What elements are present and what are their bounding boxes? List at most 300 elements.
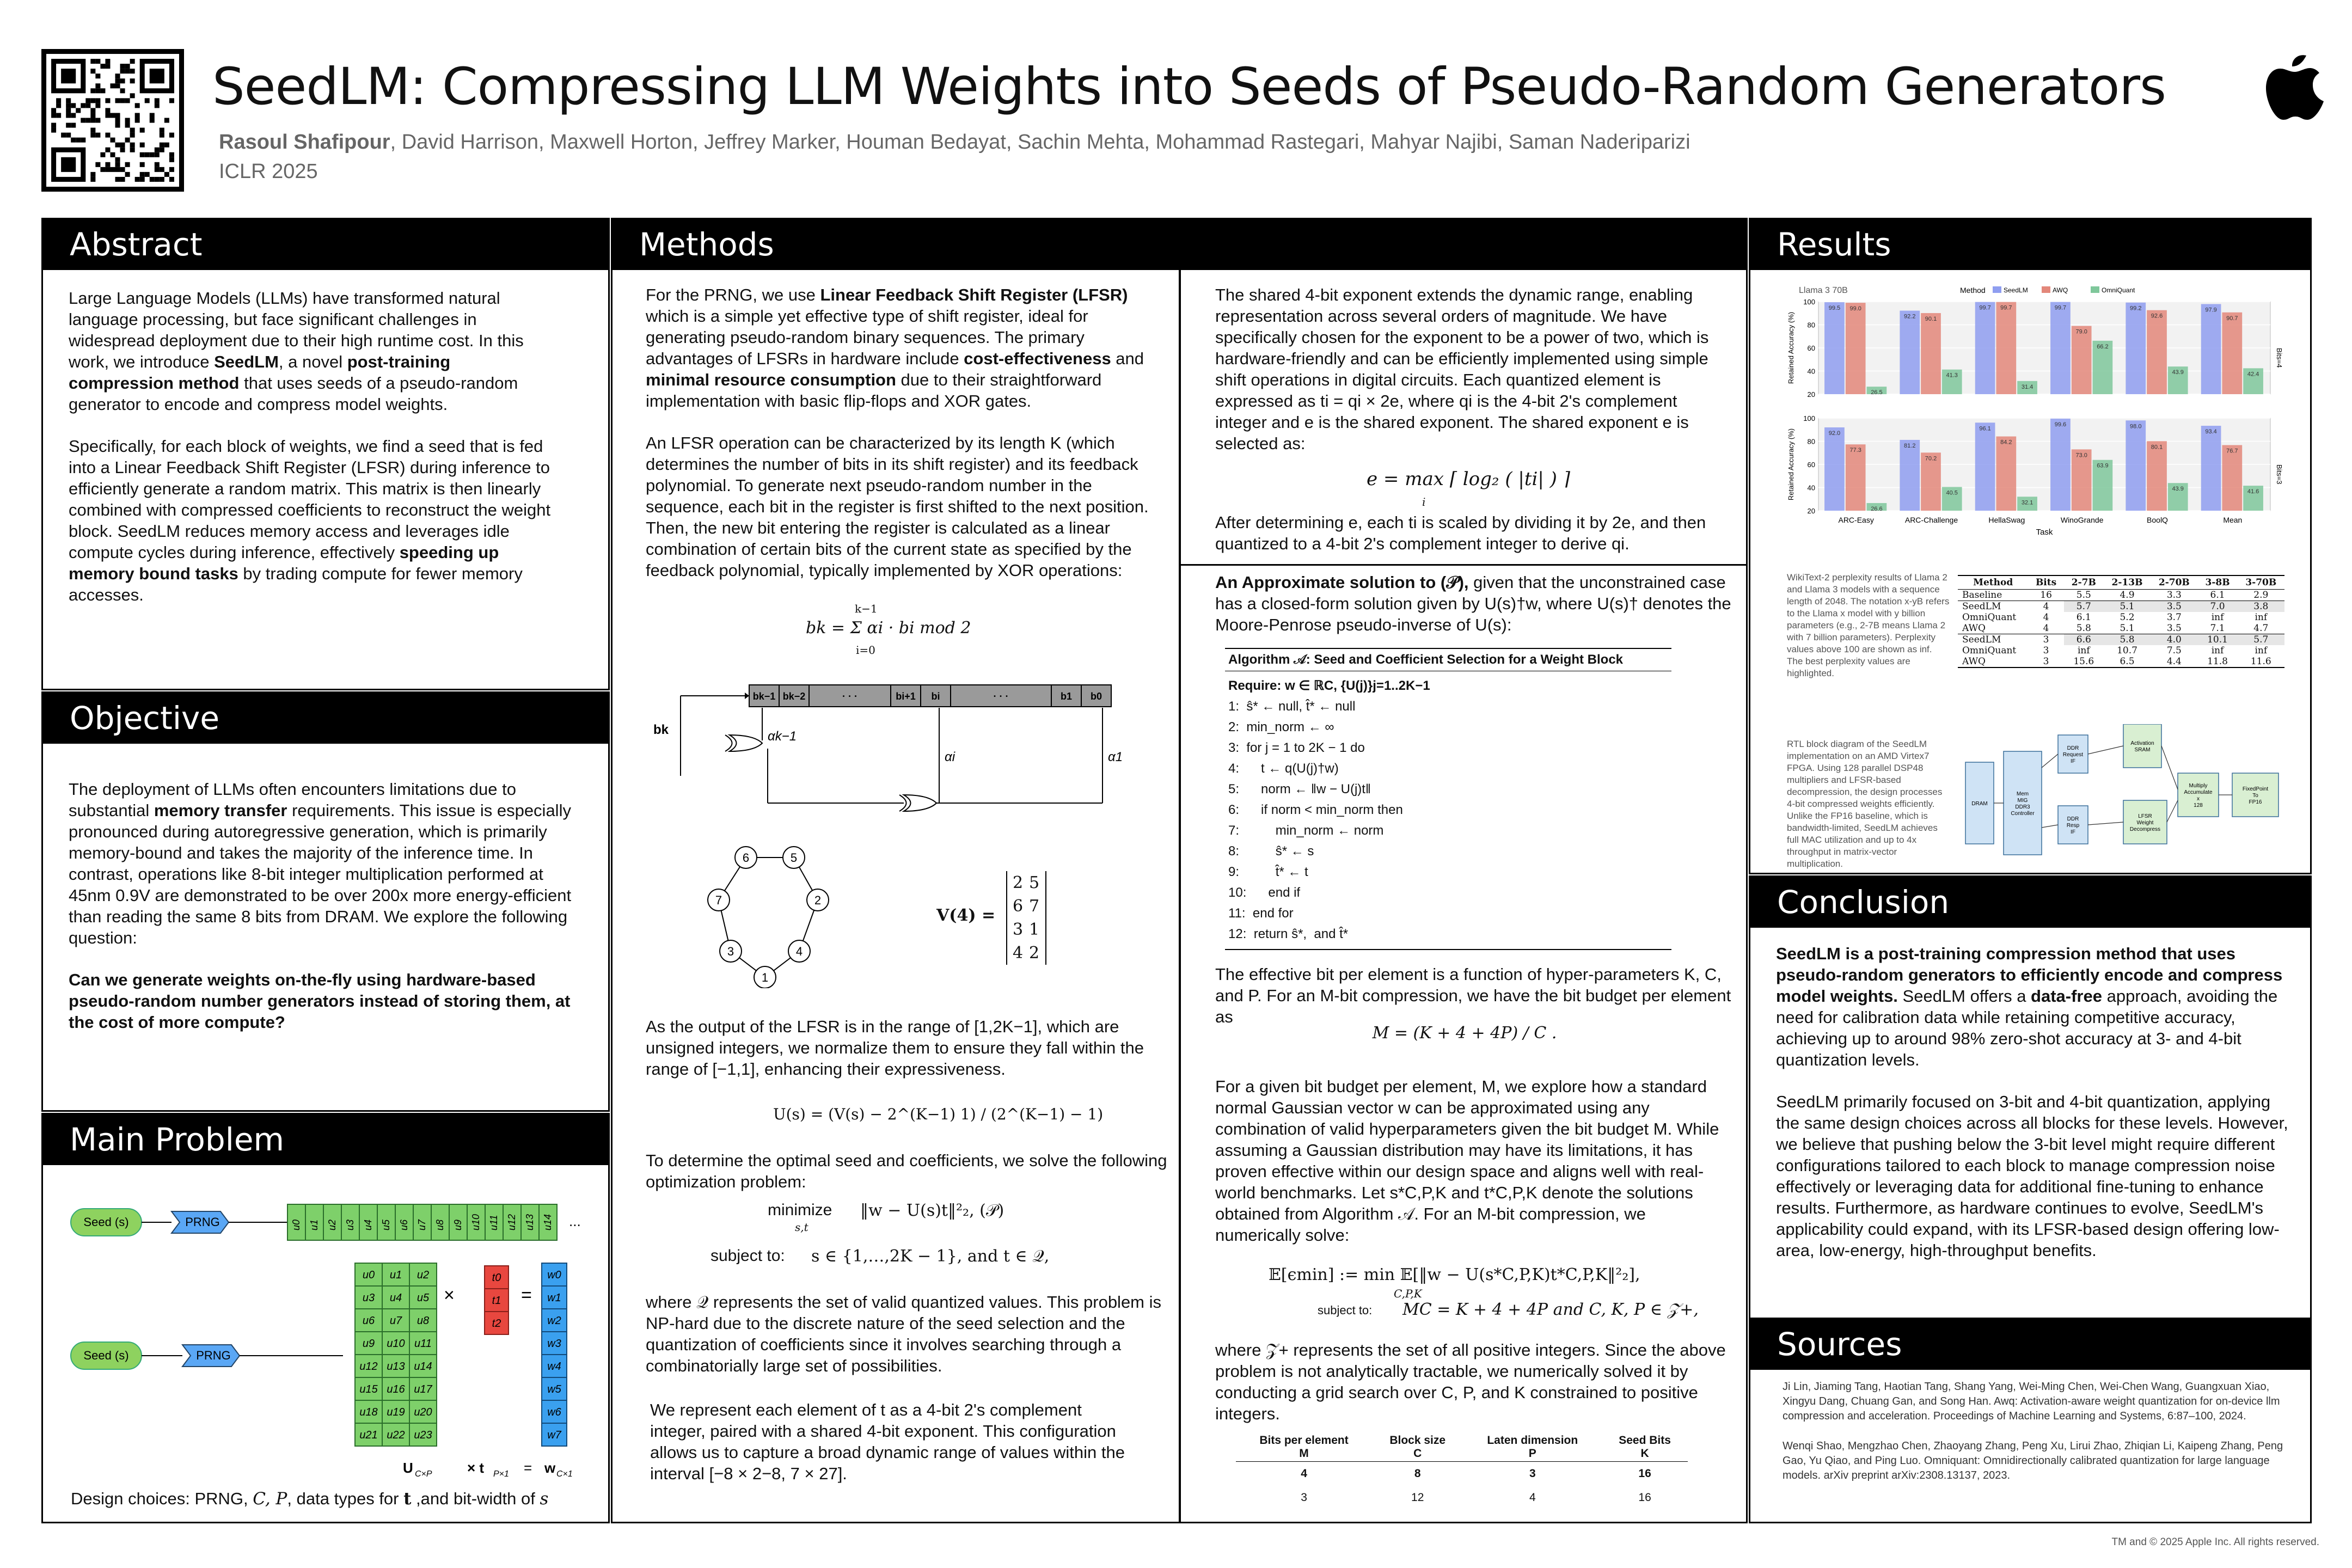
u-cell-label: u11	[488, 1215, 499, 1230]
opt-vars: s,t	[795, 1221, 808, 1234]
bar-label: 73.0	[2075, 452, 2087, 459]
bar-label: 43.9	[2172, 369, 2184, 376]
u-cell-label: u6	[399, 1219, 409, 1230]
legend-label: OmniQuant	[2102, 286, 2135, 294]
legend-label: SeedLM	[2004, 286, 2028, 294]
cycle-node-label: 7	[715, 893, 722, 907]
bar	[1846, 444, 1866, 511]
ppl-header: Method	[1958, 575, 2028, 590]
u-cell-label: u14	[542, 1214, 553, 1230]
bar	[1996, 302, 2016, 394]
register-cell-label: b1	[1060, 691, 1073, 702]
eq-m: M = (K + 4 + 4P) / C .	[1372, 1024, 1557, 1043]
bar	[1921, 313, 1941, 394]
bar-label: 90.1	[1925, 316, 1937, 323]
v4-cell: 5	[1029, 873, 1040, 892]
y-tick: 100	[1803, 298, 1815, 306]
u-cell-label: u3	[345, 1219, 356, 1230]
t-cell-label: t1	[492, 1295, 501, 1307]
authors	[219, 130, 1690, 155]
table-row	[1236, 1462, 1688, 1486]
register-cell-label: bk−2	[782, 691, 806, 702]
bar-label: 99.7	[2054, 304, 2067, 311]
fpga-block-label: IF	[2071, 758, 2075, 764]
algorithm-line: 8: ŝ* ← s	[1228, 844, 1314, 859]
methods-right-text-1	[1215, 284, 1732, 475]
ppl-cell: 5.2	[2120, 612, 2135, 623]
fpga-block-label: DDR3	[2015, 804, 2030, 810]
cycle-node-label: 4	[795, 945, 803, 958]
conclusion-header: Conclusion	[1749, 875, 2312, 929]
register-cell-label: b0	[1090, 691, 1102, 702]
u-cell-label: u9	[452, 1219, 463, 1230]
equals-sign: =	[521, 1285, 532, 1306]
eq-sum-bot: i=0	[856, 644, 875, 657]
conclusion-text	[1776, 943, 2293, 1282]
y-tick: 60	[1807, 344, 1815, 352]
ppl-row	[1958, 623, 2284, 634]
lfsr-cycle-graph	[702, 836, 877, 988]
t-cell-label: t0	[492, 1272, 501, 1284]
opt-min: minimize	[768, 1201, 832, 1219]
ppl-cell: 7.0	[2198, 601, 2238, 612]
algorithm-line: 7: min_norm ← norm	[1228, 823, 1384, 838]
u-matrix-cell-label: u15	[359, 1383, 378, 1395]
ppl-cell: 3.5	[2151, 623, 2197, 634]
bar	[2072, 326, 2092, 394]
ppl-cell: AWQ	[1958, 623, 2028, 634]
ppl-cell: 3.5	[2151, 601, 2197, 612]
m1-p1b: Linear Feedback Shift Register (LFSR)	[820, 285, 1128, 304]
bar-label: 76.7	[2226, 448, 2238, 455]
fpga-block-label: Request	[2062, 752, 2084, 758]
cap-b: C, P	[253, 1489, 287, 1509]
m1-p2: An LFSR operation can be characterized by its length K (which determines the number of bits in its shift register) and its feedback polynomial. To generate next pseudo-random number in the sequence, each bit in the register is first shifted to the next position. Then, the new bit entering the register is calculated as a linear combination of certain bits of the current state as specified by the feedback polynomial, typically implemented by XOR operations:	[646, 433, 1149, 580]
ppl-cell: 5.8	[2064, 623, 2104, 634]
cycle-node-label: 1	[761, 971, 769, 984]
methods-left-text-2	[646, 1016, 1168, 1100]
bar	[1900, 311, 1920, 394]
bar-label: 79.0	[2075, 328, 2087, 335]
ppl-cell: OmniQuant	[1962, 612, 2017, 623]
results-header: Results	[1749, 218, 2312, 271]
w-cell-label: w3	[547, 1338, 561, 1350]
ppl-cell: 7.5	[2166, 645, 2182, 656]
fpga-block-label: SRAM	[2134, 747, 2151, 753]
fpga-connection	[2042, 754, 2058, 768]
ppl-cell: 6.1	[2198, 590, 2238, 601]
u-matrix-cell-label: u0	[362, 1269, 375, 1281]
w-cell-label: w1	[547, 1292, 561, 1304]
methods-left-text-1	[646, 284, 1168, 602]
bar-label: 63.9	[2097, 462, 2109, 469]
cycle-node-label: 3	[727, 945, 734, 958]
seed-label-1: Seed (s)	[83, 1215, 129, 1229]
eq-u: U(s) = (V(s) − 2^(K−1) 1) / (2^(K−1) − 1)	[773, 1105, 1104, 1123]
bar	[1824, 427, 1845, 511]
fpga-connection	[2088, 746, 2123, 754]
v4-cell: 6	[1013, 897, 1024, 916]
poster-title: SeedLM: Compressing LLM Weights into Seeds of Pseudo-Random Generators	[212, 57, 2166, 117]
m1-p1a: For the PRNG, we use	[646, 285, 820, 304]
bar-label: 99.0	[1849, 305, 1861, 313]
ppl-cell: 4	[2043, 612, 2049, 623]
ppl-header: 2-7B	[2064, 575, 2104, 590]
algorithm-line: 5: norm ← ‖w − U(j)t‖	[1228, 782, 1371, 797]
bar-label: 42.4	[2247, 371, 2259, 378]
abstract-p1a: Large Language Models (LLMs) have transformed natural language processing, but face significant challenges in widespread deployment due to their high runtime cost. In this work, we introduce	[69, 289, 524, 371]
m2-p3b: given that the unconstrained case has a closed-form solution given by U(s)†w, where U(s)† denotes the Moore-Penrose pseudo-inverse of U(s):	[1215, 573, 1731, 634]
fpga-block-label: Multiply	[2189, 783, 2208, 789]
fpga-block-label: FixedPoint	[2242, 786, 2269, 792]
ppl-cell: 5.5	[2064, 590, 2104, 601]
fpga-block-label: DDR	[2067, 745, 2079, 751]
conc-p1a: SeedLM is a post-training compression method that uses pseudo-random generators to efficiently encode and compress model weights.	[1776, 944, 2283, 1006]
u-cell-label: u1	[309, 1219, 320, 1230]
u-ellipsis: ...	[569, 1213, 581, 1229]
table-cell: 3	[1529, 1467, 1536, 1480]
ppl-row	[1958, 656, 2284, 667]
objective-question: Can we generate weights on-the-fly using hardware-based pseudo-random number generators instead of storing them, at the cost of more compute?	[69, 970, 571, 1032]
u-matrix-cell-label: u8	[416, 1315, 430, 1327]
bar	[1975, 422, 1995, 511]
ppl-cell: 11.8	[2198, 656, 2238, 667]
ppl-header: 3-70B	[2238, 575, 2284, 590]
v4-cell: 4	[1013, 944, 1024, 963]
lfsr-diagram	[642, 681, 1154, 833]
fpga-block-label: LFSR	[2138, 813, 2152, 819]
x-tick: HellaSwag	[1988, 516, 2025, 524]
bar-label: 66.2	[2097, 343, 2109, 350]
u-matrix-cell-label: u11	[414, 1338, 432, 1350]
ppl-cell: 2.9	[2238, 590, 2284, 601]
m1-p1d: cost-effectiveness	[964, 349, 1111, 368]
ppl-row	[1958, 645, 2284, 656]
y-tick: 60	[1807, 461, 1815, 469]
u-matrix-cell-label: u16	[387, 1383, 405, 1395]
bar	[1846, 303, 1866, 394]
m2-p6: where 𝒵+ represents the set of all positive integers. Since the above problem is not analytically tractable, we numerically solved it by conducting a grid search over C, P, and K constrained to positive integers.	[1215, 1340, 1726, 1423]
bar-label: 84.2	[2000, 439, 2012, 446]
bar	[2201, 304, 2221, 394]
bar-label: 81.2	[1904, 442, 1916, 449]
bar-label: 90.7	[2226, 315, 2238, 322]
table-cell: 16	[1638, 1467, 1651, 1480]
v4-cell: 2	[1013, 873, 1024, 892]
qr-code	[41, 49, 184, 192]
u-cell-label: u13	[524, 1214, 535, 1230]
ppl-cell: 4.7	[2238, 623, 2284, 634]
v4-cell: 1	[1029, 920, 1040, 939]
ppl-cell: 3.3	[2151, 590, 2197, 601]
methods-right-text-3	[1215, 572, 1732, 656]
fpga-block-label: Decompress	[2129, 826, 2161, 832]
abstract-p1e: that uses seeds of a pseudo-random generator to encode and compress model weights.	[69, 373, 518, 414]
algorithm-line: 3: for j = 1 to 2K − 1 do	[1228, 740, 1365, 755]
hyperparam-table	[1236, 1433, 1688, 1510]
table-header: Laten dimension P	[1463, 1433, 1602, 1462]
m1-p1c: which is a simple yet effective type of shift register, ideal for generating pseudo-random binary sequences. The primary advantages of LFSRs in hardware include	[646, 307, 1088, 368]
bar-label: 31.4	[2021, 383, 2033, 390]
venue: ICLR 2025	[219, 160, 318, 183]
m1-p5: where 𝒬 represents the set of valid quantized values. This problem is NP-hard due to the discrete nature of the seed selection and the quantization of coefficients since it involves searching through a combinatorially large set of possibilities.	[646, 1293, 1162, 1375]
ppl-header: 2-70B	[2151, 575, 2197, 590]
bar-label: 99.6	[2054, 421, 2067, 428]
m1-p3: As the output of the LFSR is in the range of [1,2K−1], which are unsigned integers, we normalize them to ensure they fall within the range of [−1,1], enhancing their expressiveness.	[646, 1017, 1144, 1079]
bar-label: 80.1	[2151, 444, 2163, 451]
eq-e-sub: i	[1422, 495, 1426, 509]
table-cell: 12	[1411, 1491, 1424, 1504]
ppl-cell: 4.4	[2151, 656, 2197, 667]
u-matrix-cell-label: u10	[387, 1338, 405, 1350]
bar-label: 98.0	[2130, 423, 2142, 430]
m2-p2: After determining e, each ti is scaled by dividing it by 2e, and then quantized to a 4-bit 2's complement integer to derive qi.	[1215, 513, 1706, 553]
panel-label: Bits=3	[2275, 464, 2283, 485]
u-matrix-cell-label: u1	[389, 1269, 402, 1281]
w-cell-label: w5	[547, 1383, 561, 1395]
eq-emin-sub: C,P,K	[1394, 1287, 1422, 1300]
algorithm-line: 12: return ŝ*, and t̂*	[1228, 927, 1349, 941]
legend-label: AWQ	[2053, 286, 2068, 294]
ppl-header: 2-13B	[2104, 575, 2151, 590]
u-matrix-sub: C×P	[415, 1469, 432, 1479]
ppl-cell: 6.1	[2076, 612, 2091, 623]
m1-p1f: minimal resource consumption	[646, 370, 896, 389]
algorithm-line: 6: if norm < min_norm then	[1228, 803, 1403, 817]
u-matrix-cell-label: u12	[359, 1361, 378, 1373]
table-header: Bits per element M	[1236, 1433, 1372, 1462]
alpha-k: αk−1	[768, 729, 797, 744]
abstract-p2c: by trading compute for fewer memory accesses.	[69, 564, 523, 604]
u-matrix-cell-label: u13	[387, 1361, 405, 1373]
conc-p1b: SeedLM offers a	[1897, 987, 2031, 1006]
algorithm-line: 1: ŝ* ← null, t̂* ← null	[1228, 699, 1356, 714]
table-header: Block size C	[1372, 1433, 1463, 1462]
first-author: Rasoul Shafipour	[219, 131, 390, 154]
ppl-cell: Baseline	[1958, 590, 2028, 601]
eq-st: subject to:	[1318, 1303, 1373, 1317]
cap-e: ,and bit-width of	[411, 1489, 540, 1508]
ppl-cell: 10.7	[2117, 645, 2137, 656]
algorithm-title: Algorithm 𝒜: Seed and Coefficient Selection for a Weight Block	[1225, 648, 1671, 671]
y-axis-label: Retained Accuracy (%)	[1787, 311, 1795, 384]
alpha-i: αi	[945, 750, 955, 764]
bar-label: 43.9	[2172, 486, 2184, 493]
y-tick: 40	[1807, 367, 1815, 376]
table-row	[1236, 1486, 1688, 1510]
bar	[1975, 302, 1995, 394]
ppl-cell: OmniQuant	[1962, 645, 2017, 656]
fpga-block-label: DRAM	[1971, 801, 1988, 807]
opt-problem	[708, 1201, 1165, 1272]
algorithm-line: 2: min_norm ← ∞	[1228, 720, 1334, 734]
ppl-cell: 11.6	[2238, 656, 2284, 667]
fpga-block-label: Mem	[2016, 791, 2029, 797]
ppl-cell: 5.7	[2238, 634, 2284, 646]
table-header: Seed Bits K	[1602, 1433, 1688, 1462]
y-axis-label: Retained Accuracy (%)	[1787, 428, 1795, 501]
abstract-p2b: speeding up memory bound tasks	[69, 543, 499, 583]
fpga-block-label: DDR	[2067, 816, 2079, 822]
ppl-cell: 4.9	[2104, 590, 2151, 601]
register-cell-label: bi+1	[896, 691, 916, 702]
bar-label: 77.3	[1849, 447, 1861, 454]
methods-left-text-4	[646, 1291, 1168, 1397]
legend-swatch	[2091, 286, 2099, 293]
opt-st: subject to:	[710, 1247, 785, 1265]
t-cell-label: t2	[492, 1318, 501, 1330]
ppl-cell: 4.0	[2151, 634, 2197, 646]
ppl-cell: 7.1	[2198, 623, 2238, 634]
sources-text	[1783, 1380, 2289, 1483]
x-tick: ARC-Challenge	[1904, 516, 1958, 524]
eq-sum-top: k−1	[855, 602, 878, 615]
bar	[2050, 419, 2071, 511]
y-tick: 100	[1803, 414, 1815, 422]
register-cell-label: · · ·	[842, 691, 857, 702]
u-matrix-cell-label: u4	[389, 1292, 402, 1304]
ppl-cell: 3.8	[2238, 601, 2284, 612]
m1-p1g: due to their straightforward implementation with basic flip-flops and XOR gates.	[646, 370, 1102, 411]
bar-label: 97.9	[2205, 307, 2217, 314]
ppl-table-caption: WikiText-2 perplexity results of Llama 2 and Llama 3 models with a sequence length of 2048. The notation x-yB refers to the Llama x model with y billion parameters (e.g., 2-7B means Llama 2 with 7 billion parameters). Perplexity values above 100 are shown as inf. The best perplexity values are highlighted.	[1787, 572, 1950, 678]
y-tick: 80	[1807, 321, 1815, 329]
v4-matrix	[936, 871, 1100, 969]
bar-label: 99.5	[1828, 305, 1841, 312]
ppl-cell: 4	[2043, 601, 2049, 612]
cap-f: s	[540, 1489, 549, 1509]
u-cell-label: u7	[416, 1219, 427, 1230]
u-matrix-cell-label: u20	[414, 1406, 432, 1418]
u-cell-label: u0	[291, 1219, 302, 1230]
m2-p1: The shared 4-bit exponent extends the dynamic range, enabling representation across several orders of magnitude. We have specifically chosen for the exponent to be a power of two, which is hardware-friendly and can be efficiently implemented using simple shift operations in digital circuits. Each quantized element is expressed as ti = qi × 2e, where qi is the 4-bit 2's complement integer and e is the shared exponent. The shared exponent e is selected as:	[1215, 285, 1709, 453]
bar	[1824, 302, 1845, 394]
m2-p5: For a given bit budget per element, M, we explore how a standard normal Gaussian vector w can be approximated using any combination of valid hyperparameters given the bit budget M. While assuming a Gaussian distribution may have its limitations, it has proven effective within our design space and aligns well with real-world benchmarks. Let s*C,P,K and t*C,P,K denote the solutions obtained from Algorithm 𝒜. For an M-bit compression, we numerically solve:	[1215, 1077, 1719, 1245]
abstract-header: Abstract	[41, 218, 610, 271]
u-matrix-cell-label: u22	[387, 1429, 405, 1441]
eq-e-text: e = max ⌈ log₂ ( |ti| ) ⌉	[1367, 468, 1570, 490]
methods-header: Methods	[611, 218, 1748, 271]
t-vector-sub: P×1	[493, 1469, 509, 1479]
table-cell: 4	[1529, 1491, 1536, 1504]
register-cell-label: bi	[931, 691, 940, 702]
ppl-cell: 10.1	[2198, 634, 2238, 646]
m1-p1e: and	[1111, 349, 1144, 368]
prng-label-2: PRNG	[196, 1349, 231, 1362]
ppl-cell: 5.1	[2104, 623, 2151, 634]
bar	[2147, 310, 2167, 394]
bar	[1900, 440, 1920, 511]
objective-header: Objective	[41, 691, 610, 745]
ppl-cell: inf	[2077, 645, 2090, 656]
eq-bk-text: bk = Σ αi · bi mod 2	[806, 618, 971, 638]
v4-label: V(4) =	[936, 906, 996, 925]
apple-icon	[2265, 51, 2325, 122]
ppl-row	[1958, 634, 2284, 646]
ppl-cell: 4	[2028, 623, 2063, 634]
w-cell-label: w6	[547, 1406, 561, 1418]
algorithm-line: 4: t ← q(U(j)†w)	[1228, 761, 1339, 776]
copyright: TM and © 2025 Apple Inc. All rights reserved.	[2111, 1536, 2319, 1548]
u-matrix-cell-label: u19	[387, 1406, 405, 1418]
abstract-p2a: Specifically, for each block of weights, we find a seed that is fed into a Linear Feedback Shift Register (LFSR) during inference to efficiently generate a random matrix. This matrix is then linearly combined with compressed coefficients to reconstruct the weight block. SeedLM reduces memory access and leverages idle compute cycles during inference, effectively	[69, 437, 551, 562]
cap-c: , data types for	[287, 1489, 404, 1508]
fpga-block-label: 128	[2194, 803, 2203, 808]
table-cell: 8	[1414, 1467, 1421, 1480]
register-cell-label: · · ·	[993, 691, 1009, 702]
fpga-connection	[2167, 800, 2178, 822]
conc-p1c: data-free	[2031, 987, 2102, 1006]
v4-cell: 7	[1029, 897, 1040, 916]
algorithm-box	[1225, 648, 1671, 958]
methods-left-text-5	[650, 1399, 1140, 1505]
times-sign: ×	[444, 1285, 455, 1306]
ppl-cell: 3	[2043, 634, 2049, 645]
fpga-block-label: x	[2197, 796, 2200, 802]
legend-title: Method	[1960, 286, 1986, 295]
bk-input: bk	[653, 722, 669, 737]
fpga-block-label: Controller	[2011, 811, 2035, 817]
alpha-1: α1	[1108, 750, 1123, 764]
ppl-cell: 6.6	[2064, 634, 2104, 646]
fpga-diagram	[1960, 724, 2287, 871]
opt-c: s ∈ {1,…,2K − 1}, and t ∈ 𝒬,	[811, 1247, 1050, 1266]
algorithm-line: 10: end if	[1228, 885, 1301, 900]
abstract-p1c: , a novel	[278, 352, 347, 371]
ppl-cell: 5.8	[2104, 634, 2151, 646]
bar	[2201, 426, 2221, 511]
abstract-p1b: SeedLM	[214, 352, 279, 371]
x-tick: Mean	[2223, 516, 2243, 524]
fpga-block-label: FP16	[2249, 799, 2262, 805]
fpga-connection	[2088, 822, 2123, 825]
bar	[1996, 437, 2016, 511]
m1-p4: To determine the optimal seed and coefficients, we solve the following optimization problem:	[646, 1151, 1167, 1191]
v4-cell: 3	[1013, 920, 1024, 939]
u-matrix-label: U	[403, 1460, 413, 1476]
cycle-node-label: 5	[790, 851, 798, 865]
bar-label: 92.0	[1828, 430, 1841, 437]
eq-st-c: MC = K + 4 + 4P and C, K, P ∈ 𝒵+,	[1402, 1300, 1699, 1319]
objective-p1c: requirements. This issue is especially pronounced during autoregressive generation, which is primarily memory-bound and takes the majority of the inference time. In contrast, operations like 8-bit integer multiplication performed at 45nm 0.9V are demonstrated to be over 200x more energy-efficient than reading the same 8 bits from DRAM. We explore the following question:	[69, 801, 572, 947]
m2-p3a: An Approximate solution to (𝒫),	[1215, 573, 1469, 592]
x-tick: WinoGrande	[2060, 516, 2104, 524]
ppl-cell: 3.7	[2166, 612, 2182, 623]
ppl-cell: inf	[2211, 645, 2224, 656]
bar	[2222, 313, 2242, 394]
v4-cell: 2	[1029, 944, 1040, 963]
u-cell-label: u4	[363, 1219, 373, 1230]
w-cell-label: w2	[547, 1315, 561, 1327]
cycle-node-label: 6	[742, 851, 750, 865]
main-problem-caption	[71, 1489, 548, 1509]
bar-label: 93.4	[2205, 428, 2217, 436]
u-cell-label: u12	[506, 1214, 517, 1230]
objective-p1b: memory transfer	[154, 801, 287, 820]
objective-text	[69, 779, 586, 1054]
ppl-cell: 5.1	[2104, 601, 2151, 612]
legend-swatch	[1993, 286, 2001, 293]
u-matrix-cell-label: u6	[362, 1315, 375, 1327]
ppl-header: 3-8B	[2198, 575, 2238, 590]
methods-right-text-6	[1215, 1339, 1732, 1445]
bar-label: 41.6	[2247, 488, 2259, 495]
algorithm-line: 11: end for	[1228, 906, 1294, 921]
seed-label-2: Seed (s)	[83, 1349, 129, 1362]
w-cell-label: w0	[547, 1269, 561, 1281]
ppl-row	[1958, 590, 2284, 601]
u-matrix-cell-label: u18	[359, 1406, 378, 1418]
